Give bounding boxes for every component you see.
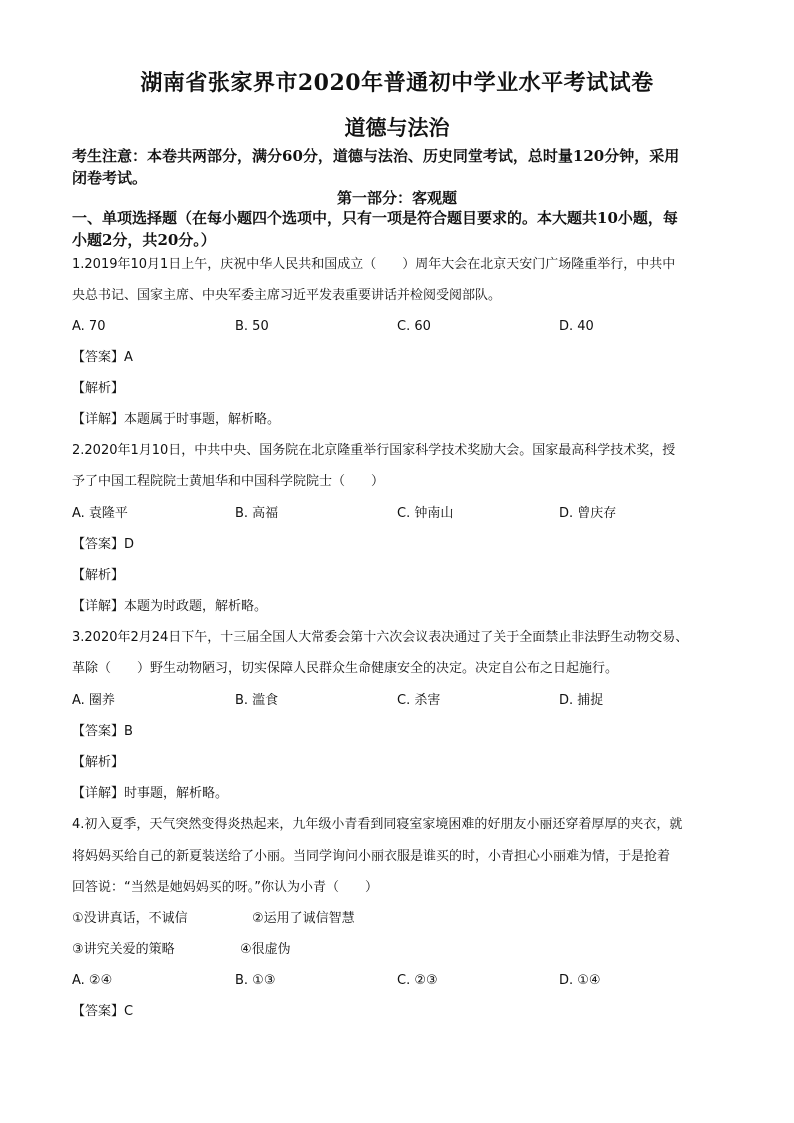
q1-option-a: A. 70: [72, 319, 106, 334]
q1-answer: 【答案】A: [72, 350, 133, 365]
q4-option-d: D. ①④: [559, 973, 601, 988]
q4-stem-line-2: 将妈妈买给自己的新夏装送给了小丽。当同学询问小丽衣服是谁买的时，小青担心小丽难为情，于是抢着: [72, 849, 671, 864]
q3-stem-line-1: 3.2020年2月24日下午，十三届全国人大常委会第十六次会议表决通过了关于全面禁止非法野生动物交易、: [72, 630, 689, 645]
q4-option-a: A. ②④: [72, 973, 113, 988]
q1-option-b: B. 50: [235, 319, 269, 334]
q3-answer: 【答案】B: [72, 724, 133, 739]
q3-analysis: 【解析】: [72, 755, 125, 770]
q4-item-2: ②运用了诚信智慧: [252, 911, 355, 926]
subject-title: 道德与法治: [344, 115, 450, 140]
q3-stem-line-2: 革除（ ）野生动物陋习，切实保障人民群众生命健康安全的决定。决定自公布之日起施行。: [72, 661, 619, 676]
q4-stem-line-3: 回答说：“当然是她妈妈买的呀。”你认为小青（ ）: [72, 880, 378, 895]
q2-stem-line-2: 予了中国工程院院士黄旭华和中国科学院院士（ ）: [72, 474, 385, 489]
q4-option-b: B. ①③: [235, 973, 276, 988]
q2-option-d: D. 曾庆存: [559, 506, 617, 521]
part-heading: 第一部分：客观题: [336, 189, 457, 207]
notice-line-1: 考生注意：本卷共两部分，满分60分，道德与法治、历史同堂考试，总时量120分钟，采用: [72, 147, 680, 165]
section-heading-line-2: 小题2分，共20分。）: [72, 231, 216, 249]
q4-item-3: ③讲究关爱的策略: [72, 942, 175, 957]
q3-option-a: A. 圈养: [72, 693, 115, 708]
q2-option-b: B. 高福: [235, 506, 279, 521]
q3-option-c: C. 杀害: [397, 693, 441, 708]
q3-detail: 【详解】时事题，解析略。: [72, 786, 229, 801]
q1-analysis: 【解析】: [72, 381, 125, 396]
q2-option-c: C. 钟南山: [397, 506, 454, 521]
q4-answer: 【答案】C: [72, 1004, 134, 1019]
q2-option-a: A. 袁隆平: [72, 506, 128, 521]
q1-stem-line-2: 央总书记、国家主席、中央军委主席习近平发表重要讲话并检阅受阅部队。: [72, 288, 502, 303]
q3-option-d: D. 捕捉: [559, 693, 604, 708]
q1-detail: 【详解】本题属于时事题，解析略。: [72, 412, 281, 427]
notice-line-2: 闭卷考试。: [72, 169, 148, 187]
q1-option-d: D. 40: [559, 319, 594, 334]
q2-answer: 【答案】D: [72, 537, 135, 552]
q4-option-c: C. ②③: [397, 973, 438, 988]
q2-detail: 【详解】本题为时政题，解析略。: [72, 599, 268, 614]
q4-item-4: ④很虚伪: [240, 942, 291, 957]
q2-analysis: 【解析】: [72, 568, 125, 583]
q1-stem-line-1: 1.2019年10月1日上午，庆祝中华人民共和国成立（ ）周年大会在北京天安门广场隆重举行，中共中: [72, 257, 676, 272]
q1-option-c: C. 60: [397, 319, 431, 334]
q3-option-b: B. 滥食: [235, 693, 279, 708]
exam-title: 湖南省张家界市2020年普通初中学业水平考试试卷: [140, 70, 654, 96]
section-heading-line-1: 一、单项选择题（在每小题四个选项中，只有一项是符合题目要求的。本大题共10小题，每: [72, 209, 678, 227]
q4-stem-line-1: 4.初入夏季，天气突然变得炎热起来，九年级小青看到同寝室家境困难的好朋友小丽还穿着厚厚的夹衣，就: [72, 817, 683, 832]
q2-stem-line-1: 2.2020年1月10日，中共中央、国务院在北京隆重举行国家科学技术奖励大会。国家最高科学技术奖，授: [72, 443, 676, 458]
q4-item-1: ①没讲真话，不诚信: [72, 911, 188, 926]
